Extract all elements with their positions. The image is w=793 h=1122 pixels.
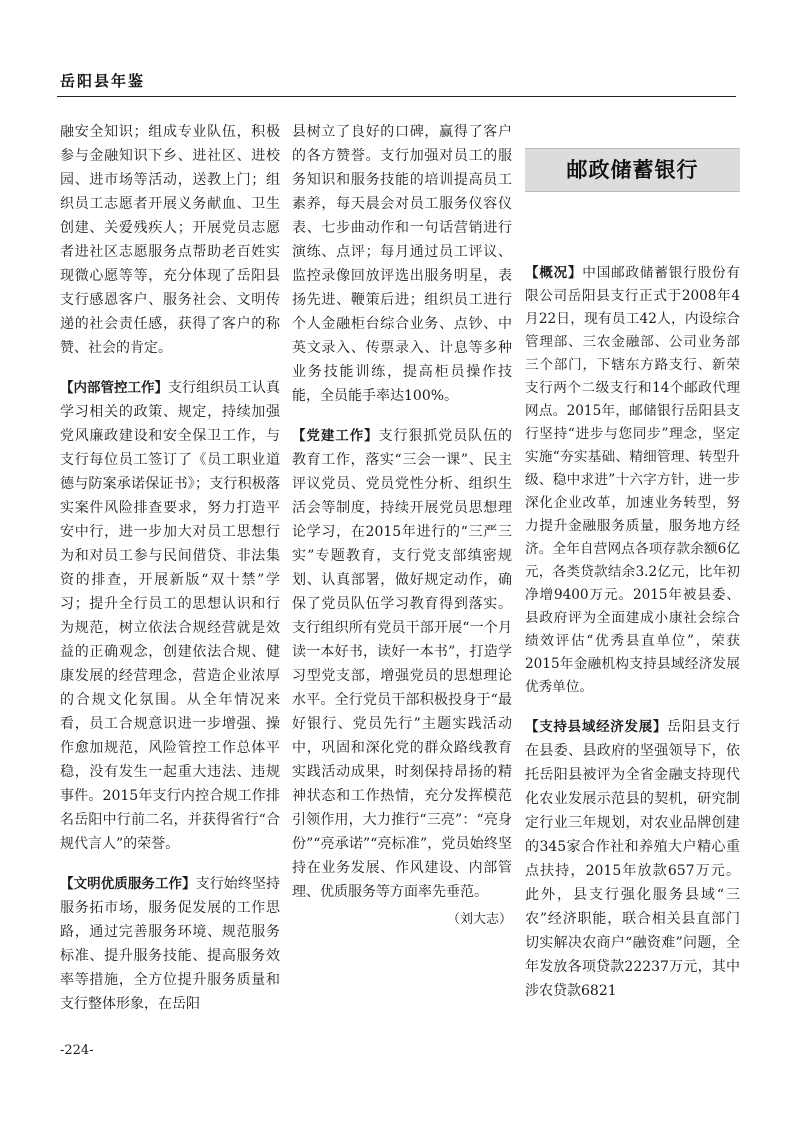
section-heading: 【党建工作】 [292, 428, 379, 444]
page-number: -224- [60, 1043, 94, 1058]
section-party-building [292, 424, 512, 904]
author-credit: （刘大志） [446, 912, 512, 927]
paragraph-continuation: 县树立了良好的口碑，赢得了客户的各方赞誉。支行加强对员工的服务知识和服务技能的培训提高员工素养，每天晨会对员工服务仪容仪表、七步曲动作和一句话营销进行演练、点评；每月通过员工评议、监控录像回放评选出服务明星，表扬先进、鞭策后进；组织员工进行个人金融柜台综合业务、点钞、中英文录入、传票录入、计息等多种业务技能训练，提高柜员操作技能，全员能手率达100%。 [292, 124, 512, 404]
header-divider [57, 96, 736, 97]
section-body: 岳阳县支行在县委、县政府的坚强领导下，依托岳阳县被评为全省金融支持现代化农业发展示范县的契机，研究制定行业三年规划，对农业品牌创建的345家合作社和养殖大户精心重点扶持，2015年放款657万元。此外，县支行强化服务县域“三农”经济职能，联合相关县直部门切实解决农商户“融资难”问题，全年发放各项贷款22237万元，其中涉农贷款6821 [525, 719, 741, 999]
text-column-1 [60, 120, 280, 1032]
section-quality-service [60, 872, 280, 1016]
paragraph-continuation: 融安全知识；组成专业队伍，积极参与金融知识下乡、进社区、进校园、进市场等活动，送教上门；组织员工志愿者开展义务献血、卫生创建、关爱残疾人；开展党员志愿者进社区志愿服务点帮助老百姓实现微心愿等等，充分体现了岳阳县支行感恩客户、服务社会、文明传递的社会责任感，获得了客户的称赞、社会的肯定。 [60, 124, 280, 356]
section-body: 支行狠抓党员队伍的教育工作，落实“三会一课”、民主评议党员、党员党性分析、组织生活会等制度，持续开展党员思想理论学习，在2015年进行的“三严三实”专题教育，支行党支部缜密规划、认真部署，做好规定动作，确保了党员队伍学习教育得到落实。支行组织所有党员干部开展“一个月读一本好书，读好一本书”，打造学习型党支部，增强党员的思想理论水平。全行党员干部积极投身于“最好银行、党员先行”主题实践活动中，巩固和深化党的群众路线教育实践活动成果，时刻保持昂扬的精神状态和工作热情，充分发挥模范引领作用，大力推行“三亮”：“亮身份”“亮承诺”“亮标准”，党员始终坚持在业务发展、作风建设、内部管理、优质服务等方面率先垂范。 [292, 428, 513, 900]
text-column-3 [525, 120, 740, 1019]
section-body: 支行始终坚持服务拓市场，服务促发展的工作思路，通过完善服务环境、规范服务标准、提升服务技能、提高服务效率等措施，全方位提升服务质量和支行整体形象，在岳阳 [60, 876, 281, 1012]
text-column-2 [292, 120, 512, 948]
running-header: 岳阳县年鉴 [60, 72, 146, 90]
organization-heading-box [525, 148, 740, 192]
section-heading: 【文明优质服务工作】 [60, 876, 196, 892]
section-heading: 【支持县域经济发展】 [525, 719, 668, 735]
section-heading: 【内部管控工作】 [60, 380, 168, 396]
section-overview [525, 262, 740, 699]
section-body: 支行组织员工认真学习相关的政策、规定，持续加强党风廉政建设和安全保卫工作，与支行每位员工签订了《员工职业道德与防案承诺保证书》；支行积极落实案件风险排查要求，努力打造平安中行，进一步加大对员工思想行为和对员工参与民间借贷、非法集资的排查，开展新版“双十禁”学习；提升全行员工的思想认识和行为规范，树立依法合规经营就是效益的正确观念，创建依法合规、健康发展的经营理念，营造企业浓厚的合规文化氛围。从全年情况来看，员工合规意识进一步增强、操作愈加规范，风险管控工作总体平稳，没有发生一起重大违法、违规事件。2015年支行内控合规工作排名岳阳中行前二名，并获得省行“合规代言人”的荣誉。 [60, 380, 280, 852]
section-internal-control [60, 376, 280, 856]
section-heading: 【概况】 [525, 265, 583, 281]
section-body: 中国邮政储蓄银行股份有限公司岳阳县支行正式于2008年4月22日，现有员工42人，内设综合管理部、三农金融部、公司业务部三个部门，下辖东方路支行、新荣支行两个二级支行和14个邮政代理网点。2015年，邮储银行岳阳县支行坚持“进步与您同步”理念，坚定实施“夯实基础、精细管理、转型升级、稳中求进”十六字方针，进一步深化企业改革，加速业务转型，努力提升金融服务质量，服务地方经济。全年自营网点各项存款余额6亿元，各类贷款结余3.2亿元，比年初净增9400万元。2015年被县委、县政府评为全面建成小康社会综合绩效评估“优秀县直单位”，荣获2015年金融机构支持县域经济发展优秀单位。 [525, 265, 741, 695]
organization-title: 邮政储蓄银行 [566, 157, 699, 182]
section-county-economy [525, 715, 740, 1003]
